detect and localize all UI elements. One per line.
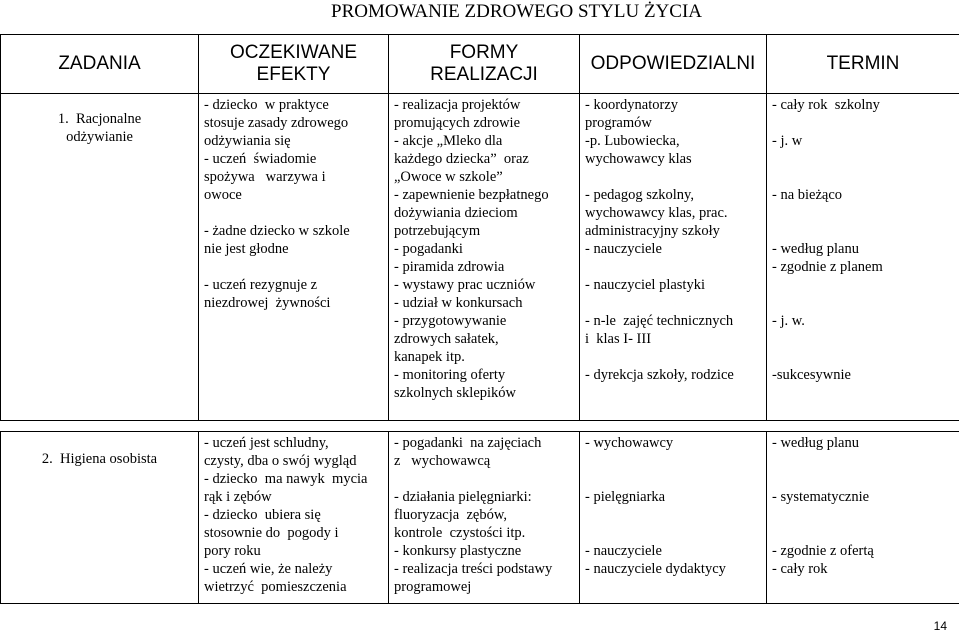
- cell-line: niezdrowej żywności: [204, 295, 331, 311]
- cell-line: - uczeń rezygnuje z: [204, 277, 318, 293]
- cell-line: owoce: [204, 187, 242, 203]
- page-number: 14: [933, 619, 947, 633]
- cell-line: - według planu: [772, 435, 859, 451]
- cell-line: programowej: [394, 579, 472, 595]
- cell-line: dożywiania dzieciom: [394, 205, 518, 221]
- header-termin: TERMIN: [767, 35, 959, 94]
- cell-line: - zgodnie z ofertą: [772, 543, 874, 559]
- cell-line: - wystawy prac uczniów: [394, 277, 536, 293]
- cell-line: - uczeń świadomie: [204, 151, 317, 167]
- cell-line: wychowawcy klas, prac.: [585, 205, 728, 221]
- cell-line: [772, 330, 954, 348]
- cell-line: [772, 452, 954, 470]
- cell-line: - udział w konkursach: [394, 295, 523, 311]
- cell-line: zdrowych sałatek,: [394, 331, 499, 347]
- cell-line: kanapek itp.: [394, 349, 465, 365]
- cell-line: - zgodnie z planem: [772, 259, 883, 275]
- term-cell: [767, 432, 959, 604]
- cell-line: fluoryzacja zębów,: [394, 507, 507, 523]
- table-row: [1, 94, 959, 421]
- cell-line: -p. Lubowiecka,: [585, 133, 680, 149]
- cell-line: - pedagog szkolny,: [585, 187, 694, 203]
- cell-line: [772, 168, 954, 186]
- task-cell: [1, 432, 199, 604]
- cell-line: - j. w: [772, 133, 803, 149]
- cell-line: - j. w.: [772, 313, 805, 329]
- cell-line: [585, 506, 761, 524]
- cell-line: - piramida zdrowia: [394, 259, 505, 275]
- cell-line: - nauczyciele dydaktycy: [585, 561, 726, 577]
- program-table: [0, 34, 959, 604]
- cell-line: programów: [585, 115, 652, 131]
- responsible-cell: [580, 432, 767, 604]
- cell-line: [772, 470, 954, 488]
- cell-line: [772, 114, 954, 132]
- task-cell: [1, 94, 199, 421]
- cell-line: odżywianie: [66, 129, 133, 145]
- header-zadania: ZADANIA: [1, 35, 199, 94]
- cell-line: [585, 294, 761, 312]
- cell-line: potrzebującym: [394, 223, 481, 239]
- cell-line: pory roku: [204, 543, 261, 559]
- cell-line: [204, 204, 383, 222]
- cell-line: - akcje „Mleko dla: [394, 133, 503, 149]
- cell-line: - pogadanki: [394, 241, 463, 257]
- cell-line: [772, 204, 954, 222]
- cell-line: spożywa warzywa i: [204, 169, 326, 185]
- cell-line: administracyjny szkoły: [585, 223, 720, 239]
- cell-line: czysty, dba o swój wygląd: [204, 453, 357, 469]
- spacer-row: [1, 421, 959, 432]
- cell-line: [204, 258, 383, 276]
- cell-line: stosownie do pogody i: [204, 525, 339, 541]
- cell-line: [772, 348, 954, 366]
- cell-line: - przygotowywanie: [394, 313, 507, 329]
- table-row: [1, 432, 959, 604]
- cell-line: [772, 222, 954, 240]
- cell-line: - dziecko ubiera się: [204, 507, 321, 523]
- cell-line: - konkursy plastyczne: [394, 543, 522, 559]
- cell-line: [585, 452, 761, 470]
- cell-line: z wychowawcą: [394, 453, 491, 469]
- cell-line: - koordynatorzy: [585, 97, 679, 113]
- cell-line: - n-le zajęć technicznych: [585, 313, 734, 329]
- cell-line: [585, 524, 761, 542]
- cell-line: odżywiania się: [204, 133, 291, 149]
- cell-line: - nauczyciel plastyki: [585, 277, 705, 293]
- cell-line: - nauczyciele: [585, 543, 662, 559]
- cell-line: - działania pielęgniarki:: [394, 489, 532, 505]
- cell-line: - pielęgniarka: [585, 489, 666, 505]
- cell-line: [772, 294, 954, 312]
- page-title-text: PROMOWANIE ZDROWEGO STYLU ŻYCIA: [331, 1, 703, 22]
- cell-line: 1. Racjonalne: [57, 111, 142, 127]
- cell-line: [585, 470, 761, 488]
- effects-cell: [199, 432, 389, 604]
- cell-line: wietrzyć pomieszczenia: [204, 579, 347, 595]
- cell-line: [772, 506, 954, 524]
- header-efekty: OCZEKIWANE EFEKTY: [199, 35, 389, 94]
- cell-line: - cały rok szkolny: [772, 97, 880, 113]
- forms-cell: [389, 432, 580, 604]
- cell-line: - uczeń jest schludny,: [204, 435, 329, 451]
- cell-line: 2. Higiena osobista: [41, 451, 158, 467]
- cell-line: - monitoring oferty: [394, 367, 506, 383]
- cell-line: kontrole czystości itp.: [394, 525, 526, 541]
- cell-line: rąk i zębów: [204, 489, 272, 505]
- forms-cell: [389, 94, 580, 421]
- header-odpowiedzialni: ODPOWIEDZIALNI: [580, 35, 767, 94]
- cell-line: - dziecko ma nawyk mycia: [204, 471, 368, 487]
- cell-line: - realizacja projektów: [394, 97, 521, 113]
- cell-line: [772, 150, 954, 168]
- cell-line: stosuje zasady zdrowego: [204, 115, 349, 131]
- header-row: [1, 35, 959, 94]
- header-formy: FORMY REALIZACJI: [389, 35, 580, 94]
- cell-line: wychowawcy klas: [585, 151, 692, 167]
- cell-line: - wychowawcy: [585, 435, 674, 451]
- cell-line: - nauczyciele: [585, 241, 662, 257]
- cell-line: nie jest głodne: [204, 241, 289, 257]
- cell-line: - zapewnienie bezpłatnego: [394, 187, 549, 203]
- cell-line: szkolnych sklepików: [394, 385, 517, 401]
- cell-line: [394, 470, 574, 488]
- cell-line: - systematycznie: [772, 489, 870, 505]
- cell-line: [585, 258, 761, 276]
- cell-line: [585, 168, 761, 186]
- cell-line: -sukcesywnie: [772, 367, 851, 383]
- cell-line: [772, 276, 954, 294]
- cell-line: - uczeń wie, że należy: [204, 561, 333, 577]
- cell-line: [772, 524, 954, 542]
- cell-line: i klas I- III: [585, 331, 652, 347]
- cell-line: - na bieżąco: [772, 187, 843, 203]
- cell-line: „Owoce w szkole”: [394, 169, 503, 185]
- term-cell: [767, 94, 959, 421]
- cell-line: promujących zdrowie: [394, 115, 521, 131]
- cell-line: - pogadanki na zajęciach: [394, 435, 542, 451]
- cell-line: [585, 348, 761, 366]
- cell-line: - żadne dziecko w szkole: [204, 223, 350, 239]
- cell-line: - cały rok: [772, 561, 828, 577]
- cell-line: - dyrekcja szkoły, rodzice: [585, 367, 734, 383]
- cell-line: - dziecko w praktyce: [204, 97, 329, 113]
- cell-line: - realizacja treści podstawy: [394, 561, 553, 577]
- cell-line: każdego dziecka” oraz: [394, 151, 529, 167]
- responsible-cell: [580, 94, 767, 421]
- cell-line: - według planu: [772, 241, 859, 257]
- effects-cell: [199, 94, 389, 421]
